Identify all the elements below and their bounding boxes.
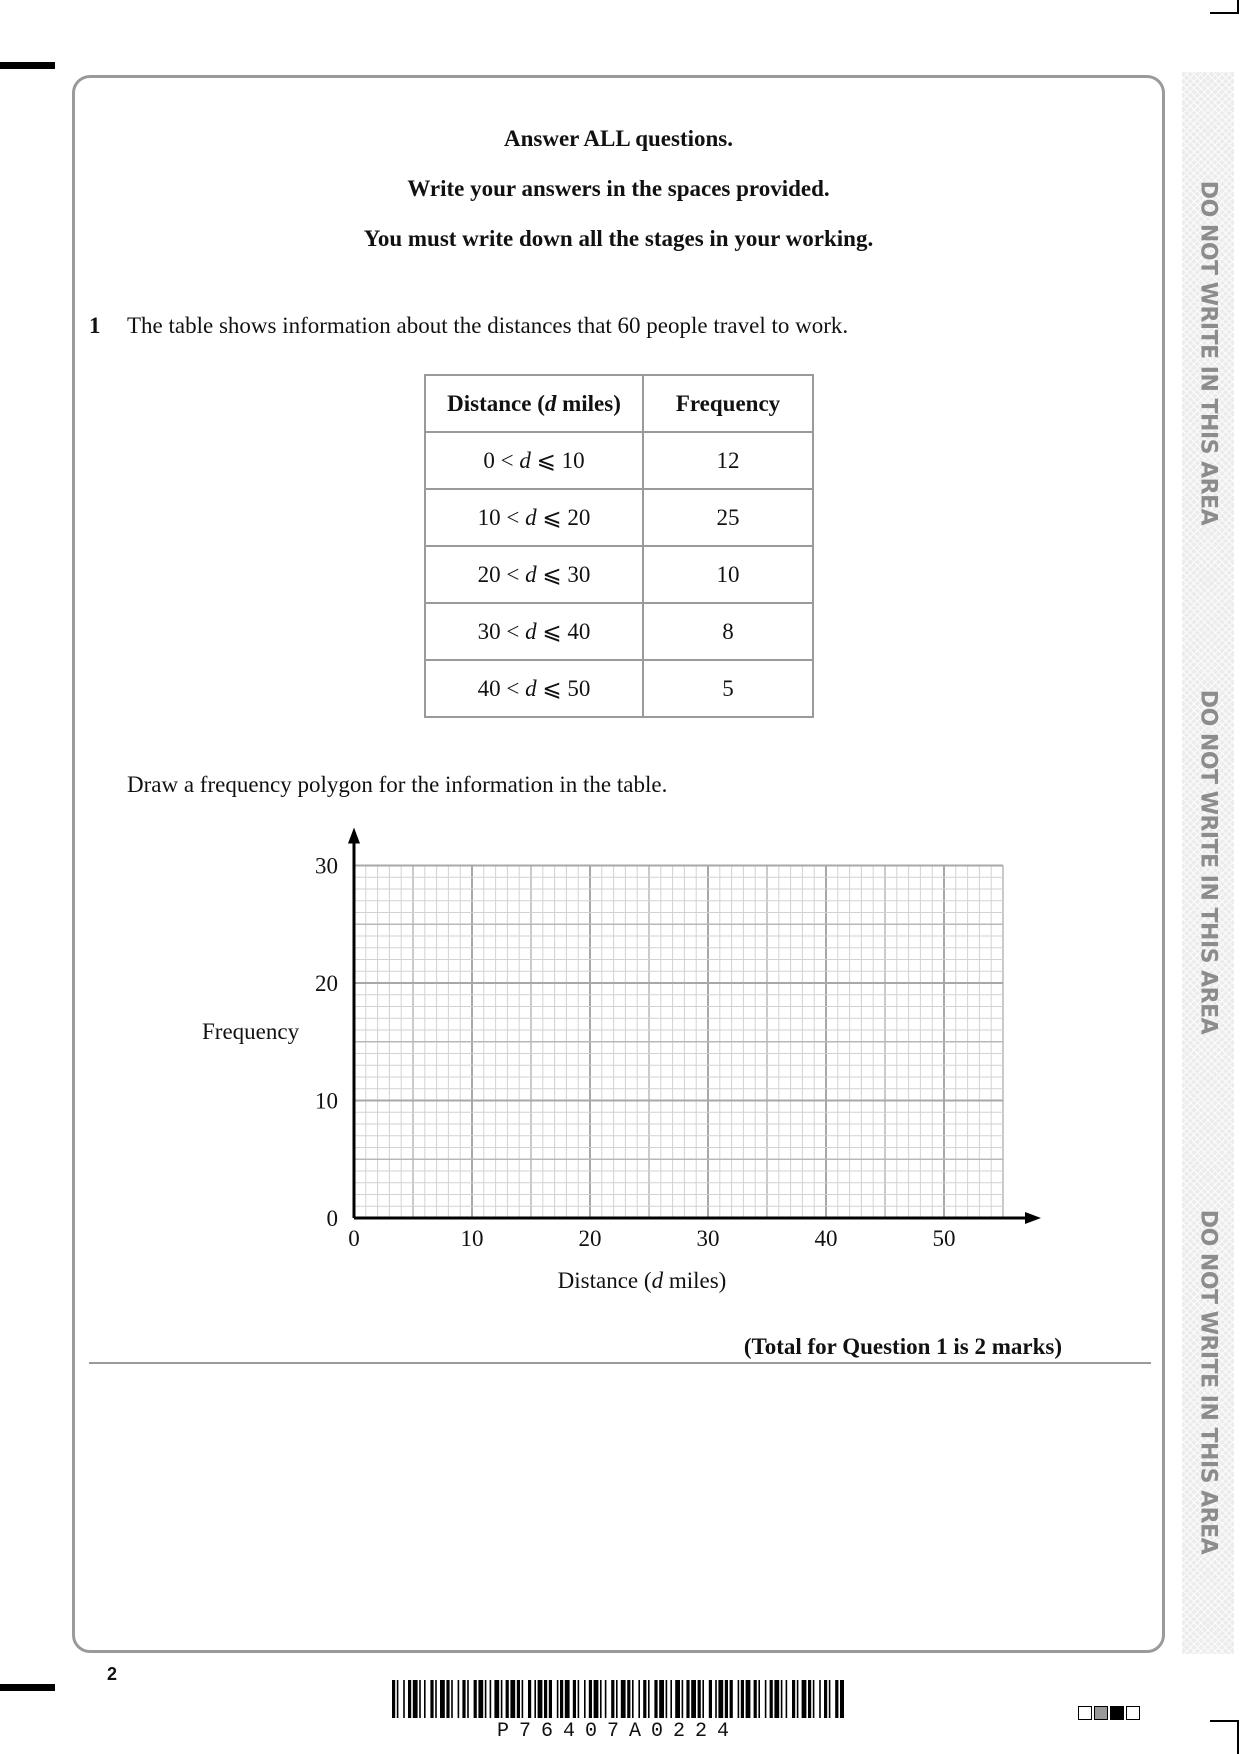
barcode-bar <box>392 1680 395 1718</box>
barcode-bar <box>424 1680 426 1718</box>
x-axis-arrow <box>1025 1212 1041 1224</box>
barcode-bar <box>666 1680 668 1718</box>
barcode-bar <box>589 1680 592 1718</box>
x-tick-label: 0 <box>348 1226 360 1251</box>
barcode-bar <box>578 1680 580 1718</box>
barcode-bar <box>741 1680 744 1718</box>
barcode-bar <box>467 1680 469 1718</box>
box <box>1110 1706 1124 1720</box>
barcode-bar <box>691 1680 696 1718</box>
box <box>1126 1706 1140 1720</box>
barcode-bar <box>648 1680 650 1718</box>
y-tick-label: 20 <box>315 971 338 996</box>
barcode-bar <box>765 1680 767 1718</box>
box <box>1078 1706 1092 1720</box>
question-total: (Total for Question 1 is 2 marks) <box>743 1334 1062 1359</box>
barcode-bar <box>638 1680 640 1718</box>
x-axis-label: Distance (d miles) <box>557 1268 727 1293</box>
y-tick-label: 10 <box>315 1088 338 1114</box>
barcode-bar <box>797 1680 799 1718</box>
barcode-bar <box>440 1680 445 1718</box>
barcode-bar <box>490 1680 492 1718</box>
barcode-bar <box>451 1680 453 1718</box>
barcode-bar <box>549 1680 552 1718</box>
barcode-bar <box>397 1680 399 1718</box>
page-number: 2 <box>107 1664 118 1684</box>
question-divider <box>89 1362 1151 1364</box>
barcode-bar <box>746 1680 751 1718</box>
barcode-bar <box>643 1680 646 1718</box>
frequency-cell: 25 <box>643 489 813 546</box>
barcode-bar <box>829 1680 831 1718</box>
x-tick-label: 20 <box>578 1226 602 1251</box>
barcode-bar <box>616 1680 618 1718</box>
frequency-cell: 5 <box>643 660 813 717</box>
x-tick-label: 40 <box>814 1226 838 1251</box>
barcode-bar <box>494 1680 499 1718</box>
barcode-bar <box>611 1680 614 1718</box>
barcode-bar <box>808 1680 811 1718</box>
barcode-bar <box>600 1680 602 1718</box>
barcode-bar <box>682 1680 684 1718</box>
barcode-bar <box>413 1680 418 1718</box>
table-header-distance: Distance (d miles) <box>425 375 643 432</box>
barcode-bar <box>403 1680 405 1718</box>
barcode-bar <box>501 1680 503 1718</box>
barcode-bar <box>565 1680 570 1718</box>
barcode-bar <box>510 1680 515 1718</box>
frequency-cell: 12 <box>643 432 813 489</box>
barcode-bar <box>435 1680 437 1718</box>
barcode-bar <box>594 1680 599 1718</box>
table-header-frequency: Frequency <box>643 375 813 432</box>
barcode-bar <box>819 1680 821 1718</box>
barcode-bar <box>702 1680 704 1718</box>
distance-cell: 10 < d ⩽ 20 <box>425 489 643 546</box>
barcode-bar <box>627 1680 630 1718</box>
barcode-bar <box>506 1680 509 1718</box>
barcode-bar <box>632 1680 634 1718</box>
barcode-bar <box>605 1680 607 1718</box>
barcode-bar <box>485 1680 487 1718</box>
barcode-bar <box>715 1680 717 1718</box>
barcode-bar <box>522 1680 524 1718</box>
barcode-bar <box>774 1680 779 1718</box>
distance-cell: 0 < d ⩽ 10 <box>425 432 643 489</box>
barcode-bar <box>517 1680 520 1718</box>
barcode-bar <box>544 1680 547 1718</box>
barcode-bar <box>446 1680 449 1718</box>
distance-cell: 30 < d ⩽ 40 <box>425 603 643 660</box>
y-axis-label: Frequency <box>202 1019 300 1044</box>
barcode-bar <box>840 1680 844 1718</box>
barcode-bar <box>670 1680 672 1718</box>
instruction-line: Write your answers in the spaces provided. <box>407 176 830 201</box>
y-tick-label: 0 <box>326 1206 338 1231</box>
barcode-bar <box>725 1680 728 1718</box>
instruction-line: You must write down all the stages in your working. <box>363 226 874 251</box>
barcode-bar <box>573 1680 576 1718</box>
barcode-bar <box>802 1680 807 1718</box>
barcode-bar <box>430 1680 433 1718</box>
y-tick-label: 30 <box>315 853 338 879</box>
barcode-bar <box>478 1680 483 1718</box>
barcode-bar <box>813 1680 815 1718</box>
barcode-bar <box>824 1680 827 1718</box>
barcode-bar <box>781 1680 783 1718</box>
distance-cell: 20 < d ⩽ 30 <box>425 546 643 603</box>
box <box>1094 1706 1108 1720</box>
barcode-bar <box>538 1680 543 1718</box>
barcode-bar <box>758 1680 760 1718</box>
x-tick-label: 30 <box>696 1226 720 1251</box>
barcode-bar <box>557 1680 559 1718</box>
barcode-bar <box>754 1680 757 1718</box>
barcode-bar <box>718 1680 723 1718</box>
frequency-cell: 8 <box>643 603 813 660</box>
question-number: 1 <box>89 313 101 338</box>
barcode-bar <box>584 1680 586 1718</box>
barcode-bar <box>835 1680 838 1718</box>
barcode <box>392 1680 844 1718</box>
x-tick-label: 10 <box>460 1226 484 1251</box>
barcode-bar <box>659 1680 664 1718</box>
barcode-bar <box>698 1680 701 1718</box>
barcode-bar <box>462 1680 465 1718</box>
x-tick-label: 50 <box>932 1226 956 1251</box>
barcode-bar <box>709 1680 712 1718</box>
barcode-text: P76407A0224 <box>496 1720 740 1743</box>
y-axis-arrow <box>348 828 360 844</box>
barcode-bar <box>770 1680 773 1718</box>
barcode-bar <box>786 1680 788 1718</box>
barcode-bar <box>458 1680 460 1718</box>
instruction-line: Answer ALL questions. <box>503 126 733 151</box>
page-boxes <box>1078 1706 1142 1720</box>
question-instruction: Draw a frequency polygon for the information in the table. <box>127 772 668 797</box>
barcode-bar <box>621 1680 626 1718</box>
barcode-bar <box>528 1680 531 1718</box>
frequency-cell: 10 <box>643 546 813 603</box>
barcode-bar <box>738 1680 740 1718</box>
barcode-bar <box>792 1680 795 1718</box>
distance-cell: 40 < d ⩽ 50 <box>425 660 643 717</box>
barcode-bar <box>419 1680 421 1718</box>
barcode-bar <box>654 1680 657 1718</box>
barcode-bar <box>560 1680 563 1718</box>
barcode-bar <box>675 1680 680 1718</box>
barcode-bar <box>474 1680 477 1718</box>
barcode-bar <box>730 1680 733 1718</box>
barcode-bar <box>686 1680 689 1718</box>
barcode-bar <box>408 1680 411 1718</box>
question-text: The table shows information about the distances that 60 people travel to work. <box>127 313 849 338</box>
barcode-bar <box>534 1680 536 1718</box>
